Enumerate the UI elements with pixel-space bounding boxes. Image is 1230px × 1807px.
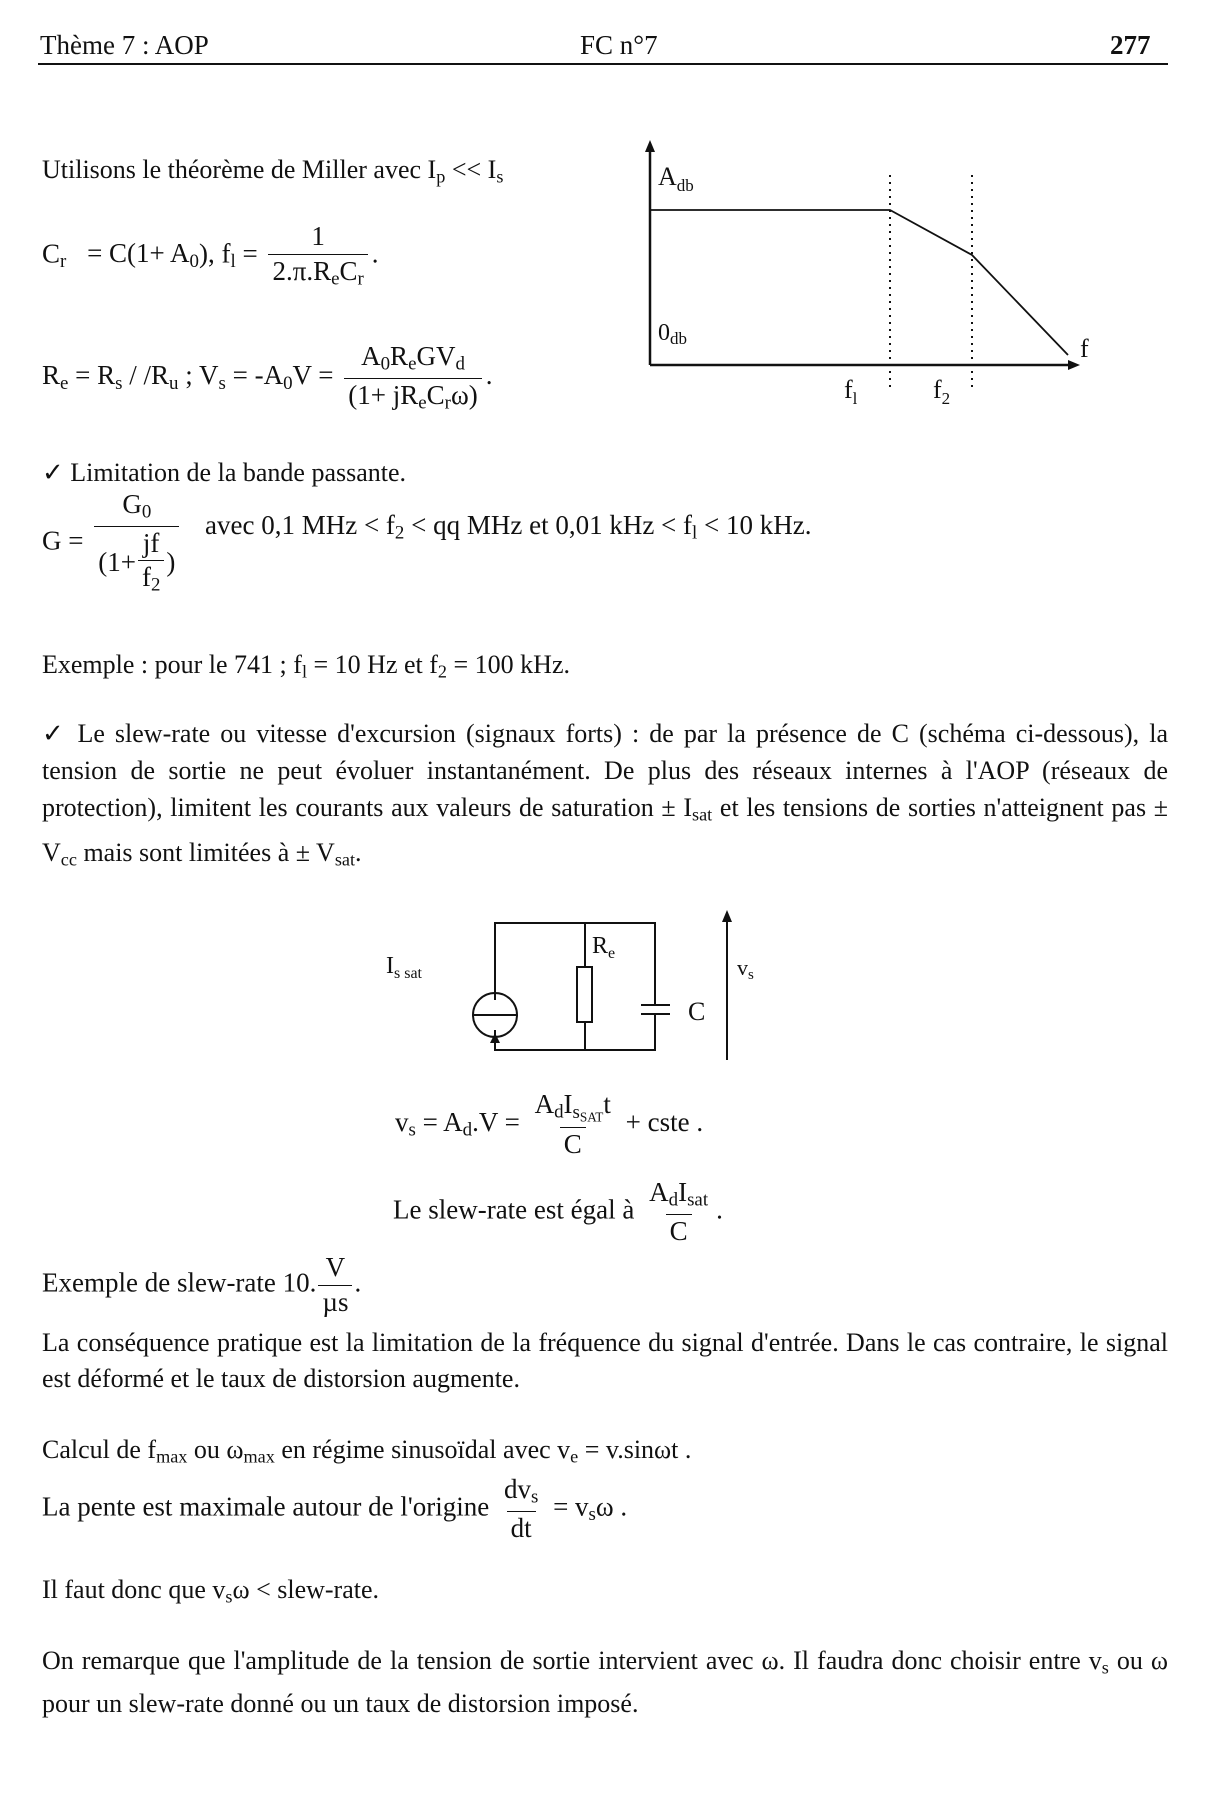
miller-intro: Utilisons le théorème de Miller avec $I_p << I_s$ bbox=[42, 155, 504, 187]
calcul-line: Calcul de $f_{max}$ ou $\omega_{max}$ en régime sinusoïdal avec $v_e = v.\sin\omega t$ . bbox=[42, 1435, 692, 1467]
x-axis-label: f bbox=[1080, 334, 1089, 363]
consequence-paragraph: La conséquence pratique est la limitation de la fréquence du signal d'entrée. Dans le cas contraire, le signal est déformé et le taux de distorsion augmente. bbox=[42, 1328, 1168, 1393]
x-axis-arrow bbox=[1068, 360, 1080, 370]
vs-arrow-head bbox=[722, 910, 732, 922]
bode-graph bbox=[630, 140, 1090, 420]
equation-vs-slew: $v_s = A_d.V$ = $\frac{A_dI_{s_{SAT}}t}{C}$ + cste . bbox=[395, 1089, 704, 1159]
resistor-re bbox=[577, 967, 592, 1022]
remarque-paragraph: On remarque que l'amplitude de la tension de sortie intervient avec ω. Il faudra donc choisir entre $v_s$ ou ω pour un slew-rate donné ou un taux de distorsion imposé. bbox=[42, 1646, 1168, 1718]
capacitor-label: C bbox=[688, 997, 706, 1026]
condition-line: Il faut donc que $v_s\omega$ < slew-rate. bbox=[42, 1575, 380, 1607]
circuit-diagram bbox=[380, 905, 800, 1075]
pente-line: La pente est maximale autour de l'origine $\frac{dv_s}{dt}$ = $v_s\omega$ . bbox=[42, 1474, 628, 1543]
source-label: $I_{s sat}$ bbox=[386, 953, 422, 982]
resistor-label: $R_e$ bbox=[592, 933, 616, 962]
limitation-title: ✓ Limitation de la bande passante. bbox=[42, 458, 407, 487]
header-fc: FC n°7 bbox=[580, 30, 658, 60]
source-arrow bbox=[490, 1033, 500, 1043]
y-axis-label: $A_{db}$ bbox=[658, 162, 694, 195]
equation-g: G = $G_0$ (1+ $\frac{jf}{f_2}$ ) bbox=[42, 490, 183, 597]
y-axis-arrow bbox=[645, 140, 655, 152]
page-number: 277 bbox=[1110, 30, 1151, 60]
check-icon: ✓ bbox=[42, 458, 64, 487]
slew-rate-paragraph: ✓ Le slew-rate ou vitesse d'excursion (signaux forts) : de par la présence de C (schéma ci-dessous), la tension de sortie ne peut évoluer instantanément. De plus des réseaux internes à l'AOP (réseaux de protection), limitent les courants aux valeurs de saturation ± $I_{sat}$ et les tensions de sorties n'atteignent pas ± $V_{cc}$ mais sont limitées à ± $V_{sat}$. bbox=[42, 719, 1168, 870]
check-icon: ✓ bbox=[42, 719, 68, 748]
equation-cr: $C_r = C(1+ A_0)$, $f_l$ = $\frac{1}{2.\pi.R_eC_r}$ . bbox=[42, 221, 379, 290]
vs-label: vs bbox=[737, 955, 754, 983]
circuit-wires bbox=[495, 923, 655, 1050]
equation-vs: $R_e = R_s / /R_u$ ; $V_s = -A_0V$ = $\frac{A_0R_eGV_d}{(1+ jR_eC_r\omega)}$ . bbox=[42, 341, 493, 414]
zero-db-label: 0db bbox=[658, 320, 687, 348]
f1-label: $f_l$ bbox=[844, 375, 858, 408]
slew-rate-equal: Le slew-rate est égal à $\frac{A_dI_{sat}}{C}$ . bbox=[393, 1177, 723, 1246]
header-rule bbox=[38, 63, 1168, 65]
gain-curve bbox=[650, 210, 1068, 355]
exemple-slew-rate: Exemple de slew-rate 10. $\frac{V}{\text{µs}}$ . bbox=[42, 1252, 362, 1317]
header-theme: Thème 7 : AOP bbox=[40, 30, 209, 60]
limitation-text: avec 0,1 MHz < $f_2$ < qq MHz et 0,01 kHz < $f_l < 10$ kHz. bbox=[205, 510, 812, 544]
exemple-741: Exemple : pour le 741 ; $f_l = 10$ Hz et $f_2 = 100$ kHz. bbox=[42, 650, 570, 682]
f2-label: $f_2$ bbox=[933, 375, 951, 408]
